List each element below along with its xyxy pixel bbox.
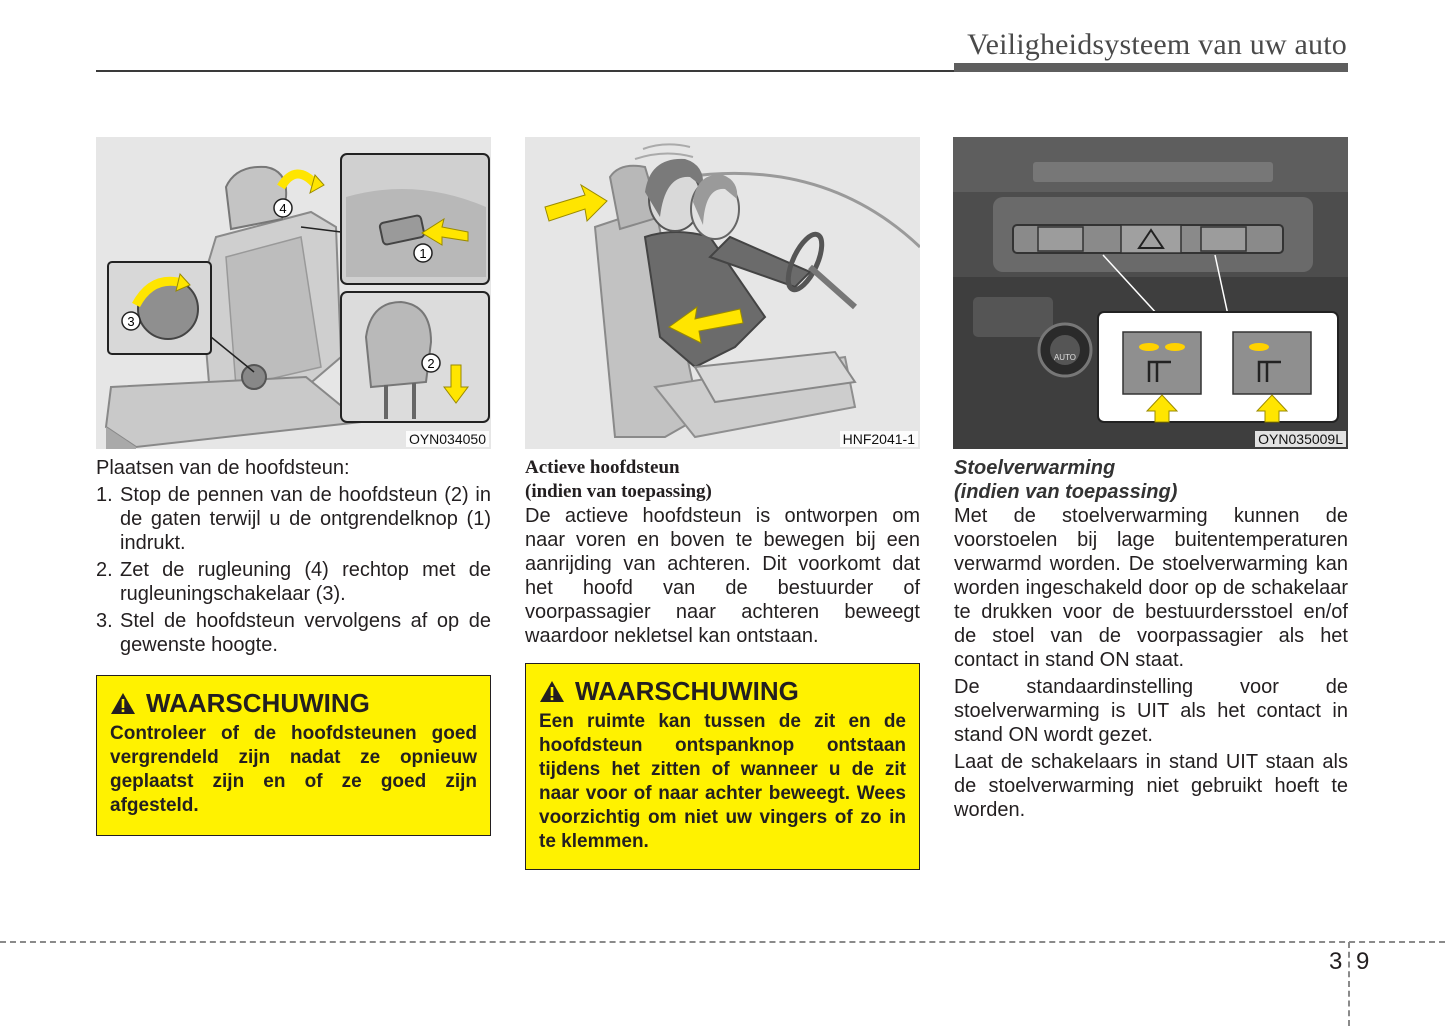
step-text: Stop de pennen van de hoofdsteun (2) in de gaten terwijl u de ontgrendelknop (1) indrukt. [120,484,491,554]
list-item [96,483,491,555]
section-number: 3 [1329,948,1343,975]
callout-1 [414,244,432,262]
dashboard-illustration [953,137,1348,449]
step-number: 2. [96,559,113,581]
svg-text:2: 2 [427,356,435,371]
callout-2 [422,354,440,372]
warning-body: Een ruimte kan tussen de zit en de hoofdsteun ontspanknop ontstaan tijdens het zitten of wanneer u de zit naar voor of naar achter beweegt. Wees voorzichtig om niet uw vingers of zo in te klemmen. [539,711,906,852]
section-heading: Actieve hoofdsteun [525,457,680,478]
figure-active-headrest [525,137,920,449]
warning-body: Controleer of de hoofdsteunen goed vergrendeld zijn nadat ze opnieuw geplaatst zijn en of ze goed zijn afgesteld. [110,723,477,816]
body-text: De actieve hoofdsteun is ontworpen om naar voren en boven te bewegen bij een aanrijding van achteren. Dit voorkomt dat het hoofd van de bestuurder of voorpassagier naar achteren beweegt waardoor nekletsel kan ontstaan. [525,505,920,647]
section-subheading: (indien van toepassing) [525,481,712,502]
svg-text:3: 3 [127,314,135,329]
page-number-separator [1348,942,1350,1026]
svg-text:1: 1 [419,246,427,261]
header-rule-accent [954,63,1348,72]
svg-text:AUTO: AUTO [1053,353,1077,362]
svg-text:4: 4 [279,201,287,216]
figure-seat-warmer-switches [953,137,1348,449]
figure-code: HNF2041-1 [840,431,918,447]
list-item [96,609,491,657]
warning-title-text: WAARSCHUWING [575,676,799,706]
step-text: Zet de rugleuning (4) rechtop met de rugleuningschakelaar (3). [120,559,491,605]
section-subheading: (indien van toepassing) [954,481,1178,503]
callout-3 [122,312,140,330]
warning-box-headrest [96,675,491,836]
body-text: Laat de schakelaars in stand UIT staan als de stoelverwarming niet gebruikt hoeft te worden. [954,751,1348,821]
figure-code: OYN034050 [406,431,489,447]
intro-text: Plaatsen van de hoofdsteun: [96,457,350,479]
page-number: 9 [1356,948,1370,975]
body-text: De standaardinstelling voor de stoelverwarming is UIT als het contact in stand ON wordt gezet. [954,676,1348,746]
figure-code: OYN035009L [1255,431,1346,447]
warning-box-active-headrest [525,663,920,870]
step-text: Stel de hoofdsteun vervolgens af op de gewenste hoogte. [120,610,491,656]
section-heading: Stoelverwarming [954,457,1116,479]
driver-illustration [525,137,920,449]
column-seat-warmer [954,456,1348,822]
figure-headrest-installation [96,137,491,449]
warning-title [110,688,477,718]
callout-4 [274,199,292,217]
list-item [96,558,491,606]
body-text: Met de stoelverwarming kunnen de voorstoelen bij lage buitentemperaturen verwarmd worden. De stoelverwarming kan worden ingeschakeld door op de schakelaar te drukken voor de bestuurdersstoel en/of de stoel van de voorpassagier als het contact in stand ON staat. [954,505,1348,671]
step-number: 3. [96,610,113,632]
seat-illustration [96,137,491,449]
column-active-headrest [525,456,920,648]
warning-triangle-icon [110,692,136,715]
warning-title [539,676,906,706]
footer-rule [0,941,1445,943]
column-headrest-installation [96,456,491,657]
warning-title-text: WAARSCHUWING [146,688,370,718]
section-header-title: Veiligheidsysteem van uw auto [967,28,1347,61]
warning-triangle-icon [539,680,565,703]
step-number: 1. [96,484,113,506]
